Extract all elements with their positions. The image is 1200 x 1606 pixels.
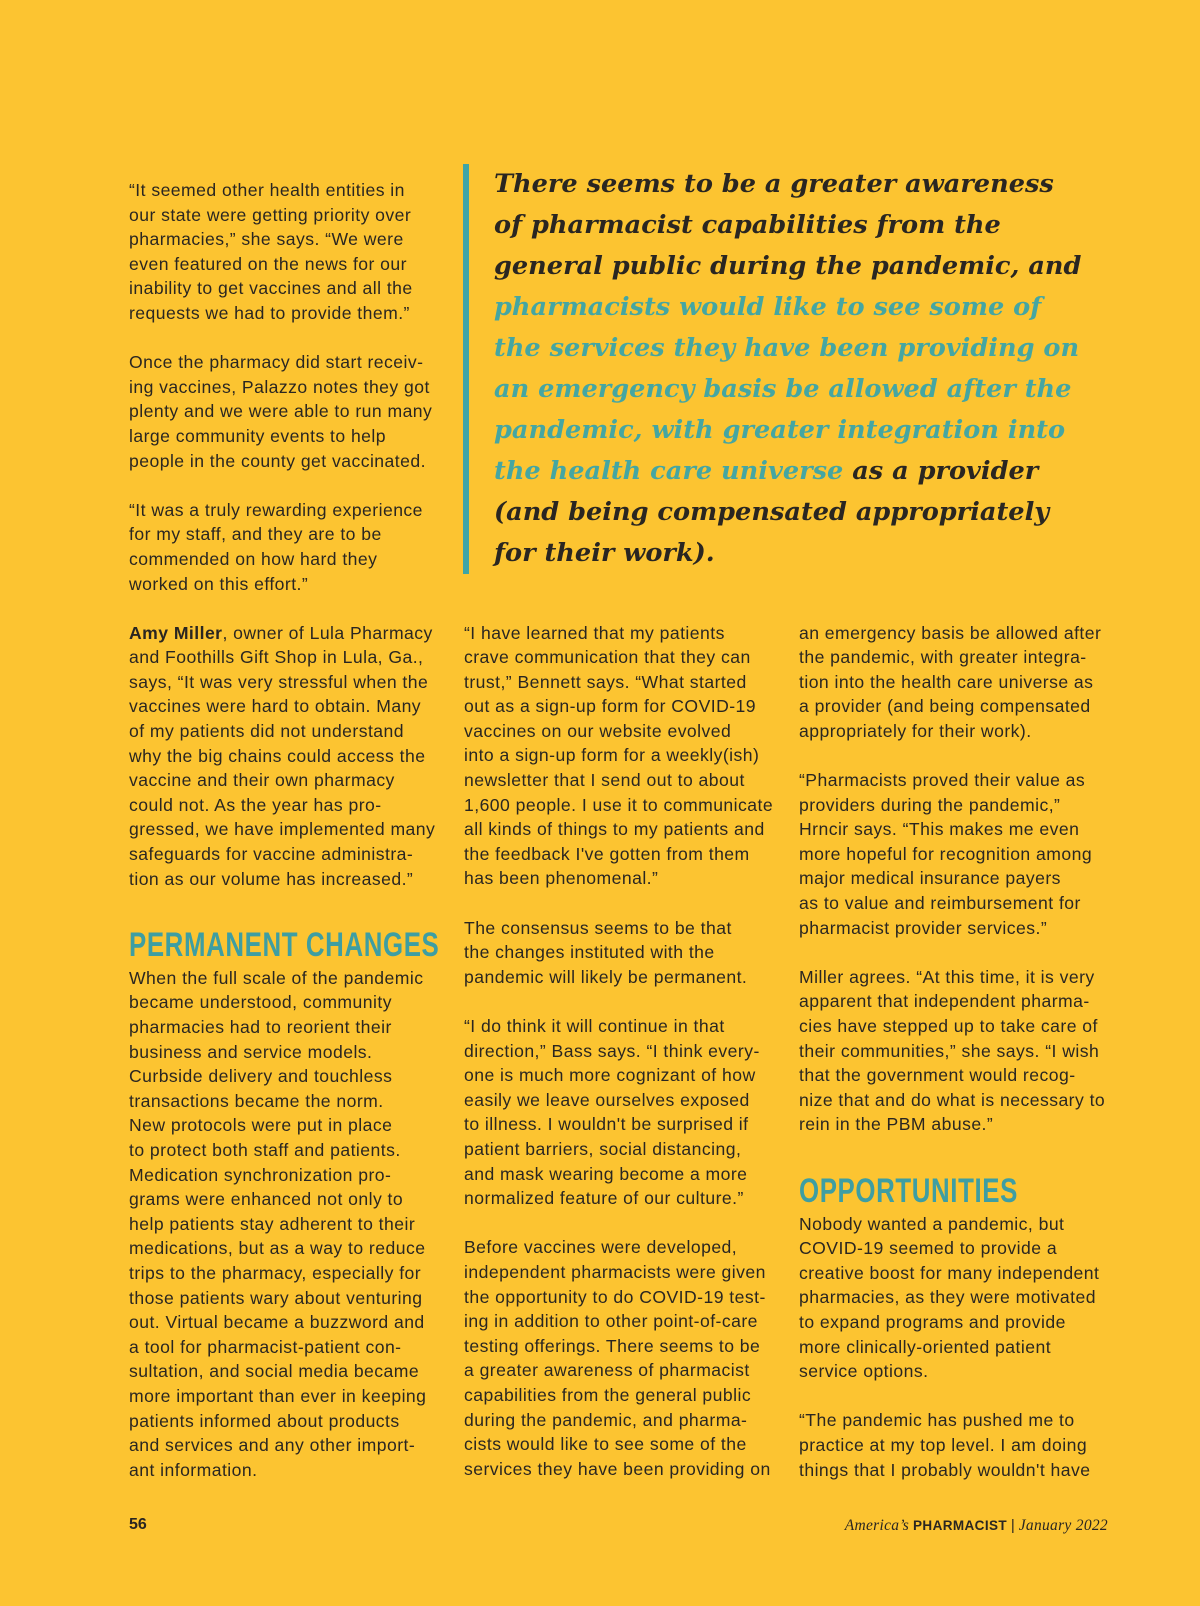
magazine-name: PHARMACIST bbox=[913, 1518, 1008, 1533]
body-paragraph: “I do think it will continue in that direction,” Bass says. “I think every- one is much more cognizant of how easily we leave ourselves exposed to illness. I wouldn't be surprised if patient barriers, social distancing, and mask wearing become a more normalized feature of our culture.” bbox=[464, 1016, 760, 1209]
left-column bbox=[129, 178, 459, 1507]
body-paragraph: The consensus seems to be that the changes instituted with the pandemic will likely be permanent. bbox=[464, 917, 748, 987]
body-paragraph: Before vaccines were developed, independent pharmacists were given the opportunity to do COVID-19 test- ing in addition to other point-of-care testing offerings. There seems to be a greater awareness of pharmacist capabilities from the general public during the pandemic, and pharma- cists would like to see some of the services they have been providing on bbox=[464, 1237, 771, 1479]
section-heading-permanent-changes: PERMANENT CHANGES bbox=[129, 925, 440, 964]
pull-quote bbox=[463, 164, 1081, 574]
body-paragraph: “I have learned that my patients crave communication that they can trust,” Bennett says. “What started out as a sign-up form for COVID-19 vaccines on our website evolved into a sign-up form for a weekly(ish) newsletter that I send out to about 1,600 people. I use it to communicate all kinds of things to my patients and the feedback I've gotten from them has been phenomenal.” bbox=[464, 622, 774, 889]
body-paragraph: “It seemed other health entities in our state were getting priority over pharmacies,” she says. “We were even featured on the news for our inability to get vaccines and all the requests we had to provide them.” bbox=[129, 180, 413, 323]
body-paragraph: “Pharmacists proved their value as providers during the pandemic,” Hrncir says. “This makes me even more hopeful for recognition among major medical insurance payers as to value and reimbursement for pharmacist provider services.” bbox=[799, 770, 1093, 938]
body-paragraph: Miller agrees. “At this time, it is very apparent that independent pharma- cies have stepped up to take care of their communities,” she says. “I wish that the government would recog- nize that and do what is necessary to rein in the PBM abuse.” bbox=[799, 966, 1106, 1135]
magazine-prefix: America’s bbox=[844, 1517, 910, 1534]
body-paragraph: “It was a truly rewarding experience for my staff, and they are to be commended on how hard they worked on this effort.” bbox=[129, 499, 423, 594]
body-paragraph: When the full scale of the pandemic became understood, community pharmacies had to reorient their business and service models. Curbside delivery and touchless transactions became the norm. New protocols were put in place to protect both staff and patients. Medication synchronization pro- grams were enhanced not only to help patients stay adherent to their medications, but as a way to reduce trips to the pharmacy, especially for those patients wary about venturing out. Virtual became a buzzword and a tool for pharmacist-patient con- sultation, and social media became more important than ever in keeping patients informed about products and services and any other import- ant information. bbox=[129, 967, 427, 1480]
pull-quote-text: There seems to be a greater awareness of pharmacist capabilities from the general public during the pandemic, and bbox=[494, 169, 1082, 281]
magazine-masthead bbox=[845, 1515, 1108, 1536]
footer-separator: | bbox=[1010, 1517, 1015, 1534]
section-heading-opportunities: OPPORTUNITIES bbox=[799, 1171, 1018, 1210]
issue-date: January 2022 bbox=[1018, 1517, 1108, 1534]
page-number: 56 bbox=[129, 1516, 147, 1533]
body-paragraph: Once the pharmacy did start receiv- ing vaccines, Palazzo notes they got plenty and we were able to run many large community events to help people in the county get vaccinated. bbox=[129, 352, 433, 471]
body-paragraph: Nobody wanted a pandemic, but COVID-19 seemed to provide a creative boost for many independent pharmacies, as they were motivated to expand programs and provide more clinically-oriented patient service options. bbox=[799, 1213, 1100, 1382]
right-column bbox=[799, 621, 1129, 1507]
body-paragraph: “The pandemic has pushed me to practice at my top level. I am doing things that I probably wouldn't have bbox=[799, 1410, 1091, 1480]
pull-quote-text: as a provider (and being compensated appropriately for their work). bbox=[494, 456, 1050, 568]
middle-column bbox=[464, 621, 794, 1506]
body-paragraph: an emergency basis be allowed after the pandemic, with greater integra- tion into the health care universe as a provider (and being compensated appropriately for their work). bbox=[799, 622, 1102, 741]
person-name: Amy Miller bbox=[129, 622, 223, 643]
pull-quote-highlight-text: pharmacists would like to see some of the services they have been providing on an emergency basis be allowed after the pandemic, with greater integration into the health care universe bbox=[494, 292, 1080, 486]
paragraph-text: , owner of Lula Pharmacy and Foothills Gift Shop in Lula, Ga., says, “It was very stressful when the vaccines were hard to obtain. Many of my patients did not understand why the big chains could access the vaccine and their own pharmacy could not. As the year has pro- gressed, we have implemented many safeguards for vaccine administra- tion as our volume has increased.” bbox=[129, 622, 436, 889]
body-paragraph bbox=[129, 621, 459, 892]
